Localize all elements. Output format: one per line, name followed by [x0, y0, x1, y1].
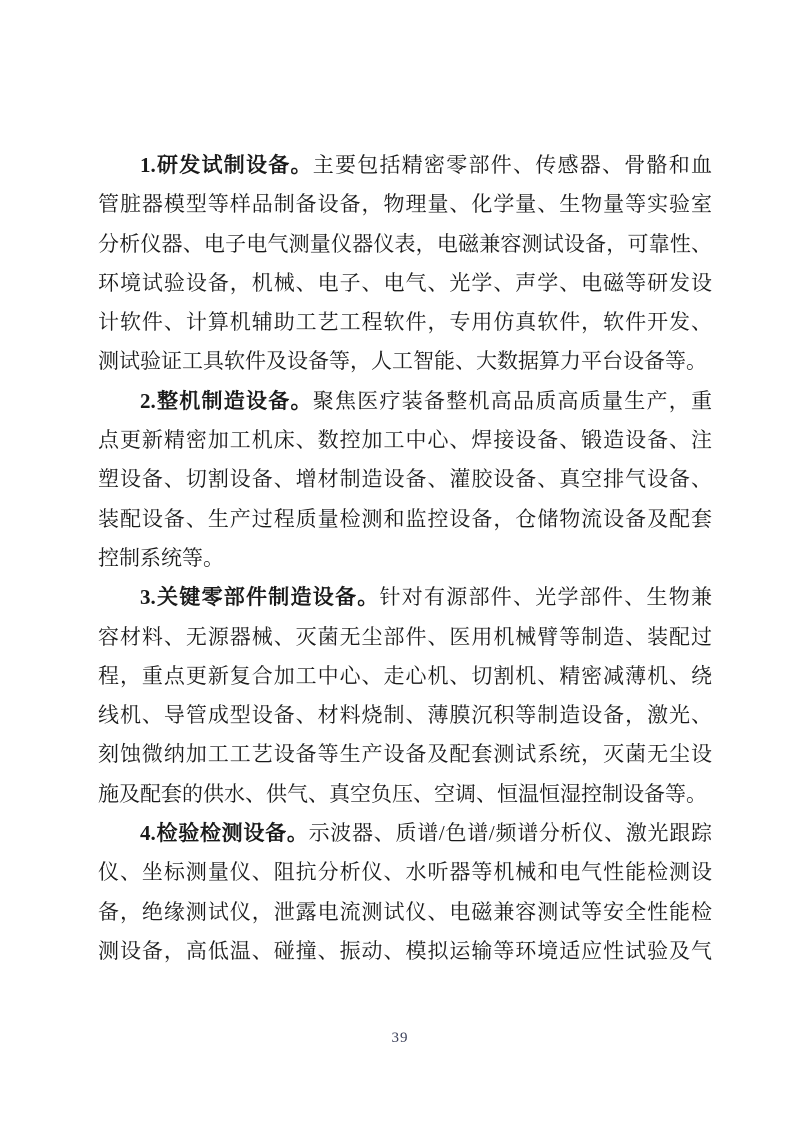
paragraph-1-line-1: 1.研发试制设备。主要包括精密零部件、传感器、骨骼和血: [140, 153, 712, 177]
paragraph-1-line-4: 环境试验设备，机械、电子、电气、光学、声学、电磁等研发设: [98, 270, 712, 295]
paragraph-2-line-4: 装配设备、生产过程质量检测和监控设备，仓储物流设备及配套: [98, 506, 712, 531]
paragraph-4-line-3: 备，绝缘测试仪，泄露电流测试仪、电磁兼容测试等安全性能检: [98, 899, 712, 924]
paragraph-1-line-3: 分析仪器、电子电气测量仪器仪表，电磁兼容测试设备，可靠性、: [98, 231, 712, 256]
paragraph-2-line-1: 2.整机制造设备。聚焦医疗装备整机高品质高质量生产，重: [140, 388, 712, 413]
paragraph-4-heading: 4.检验检测设备。: [140, 821, 309, 846]
paragraph-2-heading: 2.整机制造设备。: [140, 388, 313, 413]
paragraph-3-line-4: 线机、导管成型设备、材料烧制、薄膜沉积等制造设备，激光、: [98, 703, 712, 728]
paragraph-3-line-2: 容材料、无源器械、灭菌无尘部件、医用机械臂等制造、装配过: [98, 624, 712, 649]
paragraph-2-line-3: 塑设备、切割设备、增材制造设备、灌胶设备、真空排气设备、: [98, 467, 712, 492]
paragraph-3-line-3: 程，重点更新复合加工中心、走心机、切割机、精密减薄机、绕: [98, 663, 712, 688]
paragraph-3-line-6: 施及配套的供水、供气、真空负压、空调、恒温恒湿控制设备等。: [98, 781, 707, 806]
page-number: 39: [391, 1030, 409, 1046]
paragraph-1-line-6: 测试验证工具软件及设备等，人工智能、大数据算力平台设备等。: [98, 349, 707, 374]
document-body: [98, 146, 712, 971]
paragraph-4-line-2: 仪、坐标测量仪、阻抗分析仪、水听器等机械和电气性能检测设: [98, 860, 712, 885]
paragraph-2-line-2: 点更新精密加工机床、数控加工中心、焊接设备、锻造设备、注: [98, 428, 712, 453]
paragraph-2-line-5: 控制系统等。: [98, 545, 224, 570]
paragraph-1-heading: 1.研发试制设备。: [140, 153, 313, 177]
paragraph-3-line-5: 刻蚀微纳加工工艺设备等生产设备及配套测试系统，灭菌无尘设: [98, 742, 712, 767]
paragraph-4-line-1: 4.检验检测设备。示波器、质谱/色谱/频谱分析仪、激光跟踪: [140, 821, 712, 846]
paragraph-1-line-2: 管脏器模型等样品制备设备，物理量、化学量、生物量等实验室: [98, 192, 712, 217]
paragraph-4-line-4: 测设备，高低温、碰撞、振动、模拟运输等环境适应性试验及气: [98, 938, 712, 963]
paragraph-3-heading: 3.关键零部件制造设备。: [140, 585, 380, 610]
paragraph-3-line-1: 3.关键零部件制造设备。针对有源部件、光学部件、生物兼: [140, 585, 712, 610]
paragraph-1-line-5: 计软件、计算机辅助工艺工程软件，专用仿真软件，软件开发、: [98, 310, 712, 335]
